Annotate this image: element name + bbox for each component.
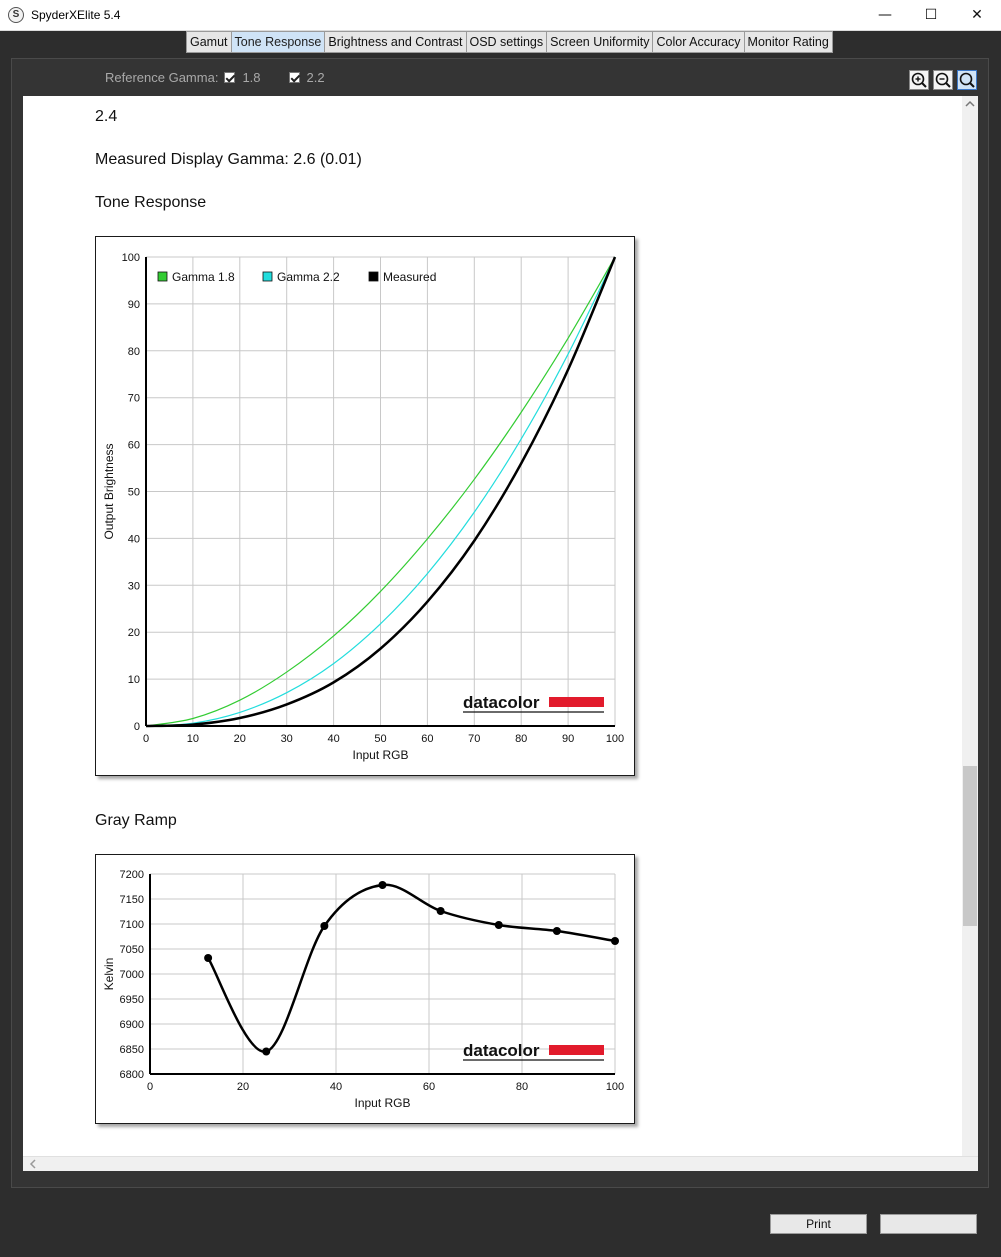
x-tick-label: 80 xyxy=(515,733,528,745)
vertical-scroll-thumb[interactable] xyxy=(963,766,977,926)
y-tick-label: 50 xyxy=(127,486,140,499)
y-tick-label: 6900 xyxy=(119,1019,144,1031)
title-bar xyxy=(0,0,1001,31)
legend-label: Gamma 2.2 xyxy=(277,270,340,284)
data-point xyxy=(379,881,387,889)
minimize-button[interactable]: — xyxy=(878,7,892,23)
tab-color-accuracy[interactable]: Color Accuracy xyxy=(653,31,744,53)
x-tick-label: 10 xyxy=(186,733,200,745)
x-tick-label: 30 xyxy=(280,733,293,745)
close-button[interactable]: ✕ xyxy=(971,7,983,23)
x-tick-label: 70 xyxy=(468,733,481,745)
data-point xyxy=(495,921,503,929)
datacolor-logo-bar xyxy=(549,697,604,707)
tab-tone-response[interactable]: Tone Response xyxy=(232,31,326,53)
y-axis-title: Output Brightness xyxy=(102,443,116,540)
legend-swatch xyxy=(263,272,272,281)
tab-osd-settings[interactable]: OSD settings xyxy=(467,31,548,53)
x-tick-label: 0 xyxy=(142,733,150,745)
x-tick-label: 100 xyxy=(605,733,625,745)
window-title: SpyderXElite 5.4 xyxy=(31,8,121,22)
x-tick-label: 100 xyxy=(605,1081,625,1093)
tab-monitor-rating[interactable]: Monitor Rating xyxy=(745,31,833,53)
y-tick-label: 100 xyxy=(121,252,140,264)
y-tick-label: 60 xyxy=(127,439,140,452)
reference-gamma-value: 2.4 xyxy=(95,108,118,125)
datacolor-logo-bar xyxy=(549,1045,604,1055)
reference-gamma-bar xyxy=(105,70,325,85)
y-tick-label: 10 xyxy=(127,674,140,687)
vertical-scrollbar[interactable] xyxy=(962,96,978,1156)
zoom-fit-icon xyxy=(958,71,976,89)
app-icon: S xyxy=(8,7,24,23)
gray-ramp-svg xyxy=(96,855,634,1123)
x-tick-label: 40 xyxy=(327,733,340,745)
report-panel[interactable] xyxy=(23,96,963,1156)
x-tick-label: 80 xyxy=(515,1081,529,1093)
tone-response-heading: Tone Response xyxy=(95,194,207,211)
data-point xyxy=(262,1048,270,1056)
y-tick-label: 6850 xyxy=(119,1044,144,1056)
x-axis-title: Input RGB xyxy=(354,1096,411,1110)
y-tick-label: 7150 xyxy=(119,894,144,906)
y-tick-label: 7000 xyxy=(119,969,144,981)
gamma-1-8-label: 1.8 xyxy=(242,70,261,85)
maximize-button[interactable]: ☐ xyxy=(924,7,938,23)
tab-gamut[interactable]: Gamut xyxy=(186,31,232,53)
reference-gamma-label: Reference Gamma: xyxy=(105,70,219,85)
x-tick-label: 20 xyxy=(233,733,246,745)
data-point xyxy=(553,927,561,935)
scroll-left-icon[interactable] xyxy=(27,1157,39,1171)
tone-response-svg xyxy=(96,237,634,775)
x-tick-label: 60 xyxy=(422,1081,436,1093)
y-tick-label: 30 xyxy=(127,580,140,593)
legend-label: Measured xyxy=(383,270,437,284)
x-tick-label: 40 xyxy=(329,1081,343,1093)
x-tick-label: 90 xyxy=(561,733,575,745)
y-tick-label: 70 xyxy=(127,392,140,405)
y-tick-label: 6950 xyxy=(119,994,144,1006)
x-axis-title: Input RGB xyxy=(352,748,409,762)
tab-screen-uniformity[interactable]: Screen Uniformity xyxy=(547,31,653,53)
tone-response-chart xyxy=(95,236,635,776)
zoom-out-icon xyxy=(934,71,952,89)
gamma-2-2-checkbox[interactable] xyxy=(289,72,300,83)
x-tick-label: 20 xyxy=(236,1081,250,1093)
tab-brightness-contrast[interactable]: Brightness and Contrast xyxy=(325,31,466,53)
data-point xyxy=(611,937,619,945)
y-tick-label: 20 xyxy=(127,627,140,640)
data-point xyxy=(437,907,445,915)
datacolor-logo: datacolor xyxy=(463,1041,540,1060)
y-tick-label: 90 xyxy=(127,298,140,311)
secondary-button[interactable] xyxy=(880,1214,977,1234)
y-tick-label: 7200 xyxy=(119,869,144,881)
x-tick-label: 50 xyxy=(374,733,387,745)
tab-bar xyxy=(186,31,833,53)
y-tick-label: 7100 xyxy=(119,919,144,931)
y-axis-title: Kelvin xyxy=(102,957,116,991)
gray-ramp-heading: Gray Ramp xyxy=(95,812,177,829)
y-tick-label: 40 xyxy=(127,533,140,546)
zoom-in-icon xyxy=(910,71,928,89)
legend-label: Gamma 1.8 xyxy=(172,270,235,284)
y-tick-label: 0 xyxy=(133,721,140,733)
datacolor-logo: datacolor xyxy=(463,693,540,712)
y-tick-label: 6800 xyxy=(119,1069,144,1081)
print-button[interactable]: Print xyxy=(770,1214,867,1234)
zoom-in-button[interactable] xyxy=(909,70,929,90)
gamma-2-2-label: 2.2 xyxy=(306,70,325,85)
horizontal-scrollbar[interactable] xyxy=(23,1156,978,1171)
gray-ramp-chart xyxy=(95,854,635,1124)
data-point xyxy=(320,922,328,930)
x-tick-label: 60 xyxy=(421,733,434,745)
series-line-kelvin xyxy=(208,885,615,1052)
legend-swatch xyxy=(158,272,167,281)
x-tick-label: 0 xyxy=(146,1081,154,1093)
scroll-up-icon[interactable] xyxy=(962,98,978,110)
zoom-fit-button[interactable] xyxy=(957,70,977,90)
y-tick-label: 80 xyxy=(127,345,140,358)
data-point xyxy=(204,954,212,962)
zoom-out-button[interactable] xyxy=(933,70,953,90)
measured-gamma-text: Measured Display Gamma: 2.6 (0.01) xyxy=(95,151,362,168)
legend-swatch xyxy=(369,272,378,281)
y-tick-label: 7050 xyxy=(119,944,144,956)
gamma-1-8-checkbox[interactable] xyxy=(224,72,235,83)
